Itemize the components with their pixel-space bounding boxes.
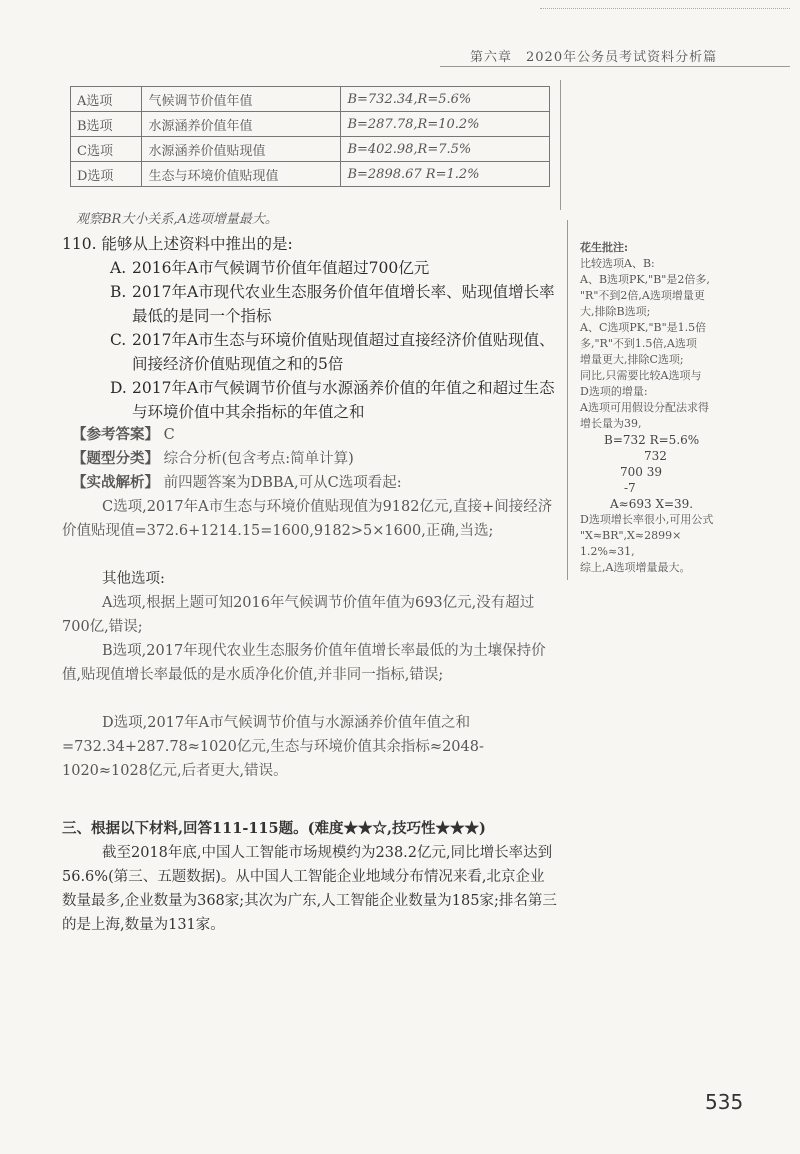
value-cell: B=287.78,R=10.2% — [341, 112, 550, 137]
value-cell: B=2898.67 R=1.2% — [341, 162, 550, 187]
side-title: 花生批注: — [580, 241, 629, 254]
side-line: D选项增长率很小,可用公式 — [580, 513, 714, 526]
indicator-cell: 水源涵养价值贴现值 — [142, 137, 341, 162]
analysis-d: D选项,2017年A市气候调节价值与水源涵养价值年值之和=732.34+287.78≈1020亿元,生态与环境价值其余指标≈2048-1020≈1028亿元,后者更大,错误。 — [62, 715, 484, 779]
option-cell: C选项 — [71, 137, 142, 162]
other-options-title: 其他选项: — [102, 571, 165, 587]
table-row — [71, 87, 550, 112]
side-line: A选项可用假设分配法求得 — [580, 401, 709, 414]
side-line: D选项的增量: — [580, 385, 648, 398]
side-line: 增长量为39, — [580, 417, 642, 430]
analysis-a: A选项,根据上题可知2016年气候调节价值年值为693亿元,没有超过700亿,错误; — [62, 595, 535, 635]
option-cell: A选项 — [71, 87, 142, 112]
question-110 — [62, 232, 562, 256]
side-annotation — [580, 240, 770, 576]
type-value: 综合分析(包含考点:简单计算) — [163, 451, 354, 467]
side-calc: A≈693 X=39. — [610, 497, 694, 511]
indicator-cell: 水源涵养价值年值 — [142, 112, 341, 137]
side-line: 多,"R"不到1.5倍,A选项 — [580, 337, 697, 350]
analysis-value: 前四题答案为DBBA,可从C选项看起: — [163, 475, 402, 491]
question-type — [62, 447, 557, 471]
side-line: 同比,只需要比较A选项与 — [580, 369, 702, 382]
value-cell: B=402.98,R=7.5% — [341, 137, 550, 162]
option-text: 2017年A市气候调节价值与水源涵养价值的年值之和超过生态与环境价值中其余指标的年值之和 — [132, 379, 555, 421]
option-cell: D选项 — [71, 162, 142, 187]
option-label: A. — [110, 259, 127, 277]
analysis-c: C选项,2017年A市生态与环境价值贴现值为9182亿元,直接+间接经济价值贴现值=372.6+1214.15=1600,9182>5×1600,正确,当选; — [62, 499, 553, 539]
analysis — [62, 471, 557, 495]
side-line: A、C选项PK,"B"是1.5倍 — [580, 321, 707, 334]
section-paragraph: 截至2018年底,中国人工智能市场规模约为238.2亿元,同比增长率达到56.6%(第三、五题数据)。从中国人工智能企业地域分布情况来看,北京企业数量最多,企业数量为368家;其次为广东,人工智能企业数量为185家;排名第三的是上海,数量为131家。 — [62, 845, 557, 933]
table-note: 观察BR大小关系,A选项增量最大。 — [76, 212, 278, 227]
value-cell: B=732.34,R=5.6% — [341, 87, 550, 112]
option-text: 2017年A市现代农业生态服务价值年值增长率、贴现值增长率最低的是同一个指标 — [132, 283, 555, 325]
header-rule — [440, 66, 790, 67]
side-line: "R"不到2倍,A选项增量更 — [580, 289, 705, 302]
margin-rule — [567, 220, 568, 580]
side-calc: 700 39 — [620, 465, 662, 479]
option-label: B. — [110, 283, 127, 301]
side-line: 大,排除B选项; — [580, 305, 651, 318]
option-cell: B选项 — [71, 112, 142, 137]
side-line: 综上,A选项增量最大。 — [580, 561, 691, 574]
side-calc: -7 — [624, 481, 636, 495]
option-text: 2017年A市生态与环境价值贴现值超过直接经济价值贴现值、间接经济价值贴现值之和的5倍 — [132, 331, 555, 373]
side-line: "X≈BR",X≈2899× — [580, 529, 682, 542]
reference-answer — [62, 423, 557, 447]
option-table — [70, 86, 550, 187]
top-divider — [540, 8, 790, 9]
answer-label: 【参考答案】 — [72, 426, 159, 443]
page-header: 第六章 2020年公务员考试资料分析篇 — [470, 50, 718, 65]
type-label: 【题型分类】 — [72, 450, 159, 467]
section-heading: 三、根据以下材料,回答111-115题。(难度★★☆,技巧性★★★) — [62, 820, 486, 837]
question-stem: 110. 能够从上述资料中推出的是: — [62, 235, 293, 253]
side-calc: 732 — [644, 449, 667, 463]
page-number: 535 — [705, 1090, 744, 1114]
answer-value: C — [163, 427, 175, 443]
analysis-label: 【实战解析】 — [72, 474, 159, 491]
margin-rule-top — [560, 80, 561, 210]
analysis-b: B选项,2017年现代农业生态服务价值年值增长率最低的为土壤保持价值,贴现值增长率最低的是水质净化价值,并非同一指标,错误; — [62, 643, 546, 683]
table-row — [71, 112, 550, 137]
side-calc: B=732 R=5.6% — [604, 433, 700, 447]
side-line: 比较选项A、B: — [580, 257, 655, 270]
table-row — [71, 137, 550, 162]
option-text: 2016年A市气候调节价值年值超过700亿元 — [132, 259, 430, 277]
side-line: 增量更大,排除C选项; — [580, 353, 684, 366]
option-label: C. — [110, 331, 127, 349]
side-line: 1.2%≈31, — [580, 545, 635, 558]
indicator-cell: 生态与环境价值贴现值 — [142, 162, 341, 187]
option-label: D. — [110, 379, 127, 397]
indicator-cell: 气候调节价值年值 — [142, 87, 341, 112]
table-row — [71, 162, 550, 187]
side-line: A、B选项PK,"B"是2倍多, — [580, 273, 710, 286]
